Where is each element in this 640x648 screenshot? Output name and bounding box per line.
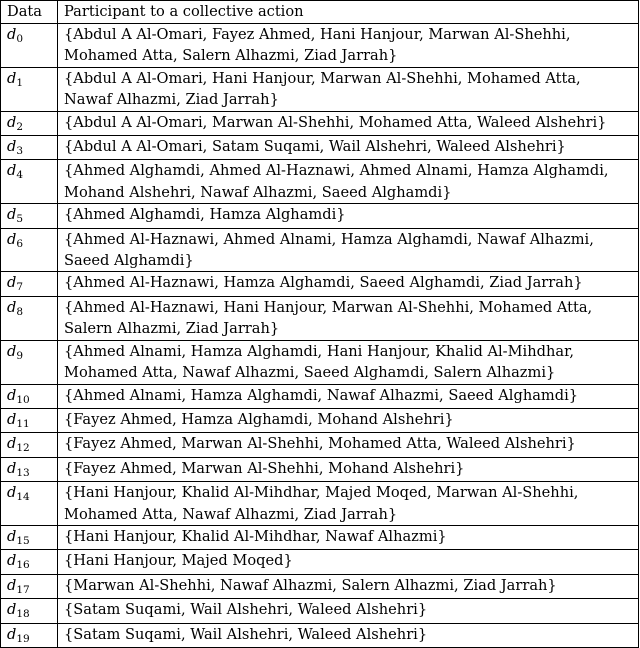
table-row xyxy=(1,433,639,457)
table-row xyxy=(1,599,639,623)
participants-cell: {Ahmed Al-Haznawi, Hani Hanjour, Marwan Al-Shehhi, Mohamed Atta, Salern Alhazmi, Ziad Jarrah} xyxy=(58,296,639,340)
participants-cell: {Marwan Al-Shehhi, Nawaf Alhazmi, Salern Alhazmi, Ziad Jarrah} xyxy=(58,574,639,598)
data-id-symbol: d xyxy=(7,527,17,545)
data-id-symbol: d xyxy=(7,274,17,292)
participants-cell: {Ahmed Alghamdi, Ahmed Al-Haznawi, Ahmed Alnami, Hamza Alghamdi, Mohand Alshehri, Nawaf Alhazmi, Saeed Alghamdi} xyxy=(58,160,639,204)
data-id-subscript: 17 xyxy=(16,583,30,596)
data-id-cell xyxy=(1,574,58,598)
participants-cell: {Abdul A Al-Omari, Marwan Al-Shehhi, Mohamed Atta, Waleed Alshehri} xyxy=(58,111,639,135)
header-row xyxy=(1,1,639,24)
data-id-symbol: d xyxy=(7,435,17,453)
participants-cell: {Satam Suqami, Wail Alshehri, Waleed Alshehri} xyxy=(58,599,639,623)
table-body xyxy=(1,24,639,648)
table-row xyxy=(1,408,639,432)
participants-cell: {Satam Suqami, Wail Alshehri, Waleed Alshehri} xyxy=(58,623,639,647)
table-row xyxy=(1,384,639,408)
data-id-cell xyxy=(1,228,58,272)
participants-cell: {Hani Hanjour, Majed Moqed} xyxy=(58,550,639,574)
data-id-subscript: 19 xyxy=(16,632,30,645)
data-id-symbol: d xyxy=(7,342,17,360)
data-id-subscript: 12 xyxy=(16,442,30,455)
header-data: Data xyxy=(1,1,58,24)
data-id-subscript: 5 xyxy=(16,213,24,226)
table-row xyxy=(1,204,639,228)
data-id-symbol: d xyxy=(7,69,17,87)
data-id-subscript: 13 xyxy=(16,466,30,479)
data-id-symbol: d xyxy=(7,230,17,248)
data-id-cell xyxy=(1,408,58,432)
data-id-cell xyxy=(1,204,58,228)
data-id-cell xyxy=(1,550,58,574)
data-id-subscript: 7 xyxy=(16,281,24,294)
data-id-symbol: d xyxy=(7,138,17,156)
participants-cell: {Hani Hanjour, Khalid Al-Mihdhar, Majed Moqed, Marwan Al-Shehhi, Mohamed Atta, Nawaf Alhazmi, Ziad Jarrah} xyxy=(58,482,639,526)
data-id-subscript: 6 xyxy=(16,237,24,250)
table-row xyxy=(1,457,639,481)
table-row xyxy=(1,296,639,340)
data-id-subscript: 14 xyxy=(16,491,30,504)
table-row xyxy=(1,67,639,111)
data-id-symbol: d xyxy=(7,601,17,619)
data-id-symbol: d xyxy=(7,459,17,477)
table-row xyxy=(1,340,639,384)
table-row xyxy=(1,272,639,296)
data-id-cell xyxy=(1,623,58,647)
participants-cell: {Fayez Ahmed, Hamza Alghamdi, Mohand Alshehri} xyxy=(58,408,639,432)
data-id-symbol: d xyxy=(7,298,17,316)
data-id-cell xyxy=(1,433,58,457)
data-id-subscript: 15 xyxy=(16,534,30,547)
data-id-cell xyxy=(1,136,58,160)
header-participants: Participant to a collective action xyxy=(58,1,639,24)
participants-cell: {Ahmed Alghamdi, Hamza Alghamdi} xyxy=(58,204,639,228)
data-id-subscript: 16 xyxy=(16,559,30,572)
data-id-cell xyxy=(1,160,58,204)
data-id-subscript: 4 xyxy=(16,169,24,182)
participants-cell: {Hani Hanjour, Khalid Al-Mihdhar, Nawaf Alhazmi} xyxy=(58,525,639,549)
table-row xyxy=(1,482,639,526)
data-id-subscript: 0 xyxy=(16,33,24,45)
participants-cell: {Ahmed Al-Haznawi, Ahmed Alnami, Hamza Alghamdi, Nawaf Alhazmi, Saeed Alghamdi} xyxy=(58,228,639,272)
participants-cell: {Abdul A Al-Omari, Satam Suqami, Wail Alshehri, Waleed Alshehri} xyxy=(58,136,639,160)
data-id-symbol: d xyxy=(7,576,17,594)
data-id-cell xyxy=(1,67,58,111)
data-id-subscript: 18 xyxy=(16,608,30,621)
data-id-subscript: 9 xyxy=(16,349,24,362)
table-row xyxy=(1,550,639,574)
data-id-subscript: 1 xyxy=(16,76,24,89)
table-row xyxy=(1,136,639,160)
data-id-subscript: 11 xyxy=(16,417,30,430)
table-row xyxy=(1,574,639,598)
participants-cell: {Ahmed Al-Haznawi, Hamza Alghamdi, Saeed Alghamdi, Ziad Jarrah} xyxy=(58,272,639,296)
data-id-cell xyxy=(1,296,58,340)
data-id-cell xyxy=(1,482,58,526)
data-id-symbol: d xyxy=(7,386,17,404)
table-header xyxy=(1,1,639,24)
table-row xyxy=(1,525,639,549)
data-id-symbol: d xyxy=(7,162,17,180)
data-id-symbol: d xyxy=(7,625,17,643)
table-row xyxy=(1,160,639,204)
participants-cell: {Fayez Ahmed, Marwan Al-Shehhi, Mohand Alshehri} xyxy=(58,457,639,481)
data-id-cell xyxy=(1,384,58,408)
table-row xyxy=(1,24,639,68)
data-id-cell xyxy=(1,525,58,549)
table-row xyxy=(1,111,639,135)
data-id-subscript: 8 xyxy=(16,305,24,318)
participants-cell: {Fayez Ahmed, Marwan Al-Shehhi, Mohamed Atta, Waleed Alshehri} xyxy=(58,433,639,457)
data-id-cell xyxy=(1,340,58,384)
data-id-symbol: d xyxy=(7,410,17,428)
data-id-subscript: 2 xyxy=(16,120,24,133)
data-id-subscript: 10 xyxy=(16,393,30,406)
participants-cell: {Ahmed Alnami, Hamza Alghamdi, Nawaf Alhazmi, Saeed Alghamdi} xyxy=(58,384,639,408)
data-id-cell xyxy=(1,457,58,481)
data-id-cell xyxy=(1,599,58,623)
data-id-subscript: 3 xyxy=(16,145,24,158)
data-id-cell xyxy=(1,24,58,68)
data-id-symbol: d xyxy=(7,484,17,502)
table-row xyxy=(1,623,639,647)
data-id-symbol: d xyxy=(7,552,17,570)
data-id-symbol: d xyxy=(7,113,17,131)
data-id-symbol: d xyxy=(7,206,17,224)
participants-cell: {Abdul A Al-Omari, Hani Hanjour, Marwan Al-Shehhi, Mohamed Atta, Nawaf Alhazmi, Ziad Jarrah} xyxy=(58,67,639,111)
data-id-cell xyxy=(1,272,58,296)
data-id-symbol: d xyxy=(7,26,17,43)
participants-cell: {Abdul A Al-Omari, Fayez Ahmed, Hani Hanjour, Marwan Al-Shehhi, Mohamed Atta, Salern Alhazmi, Ziad Jarrah} xyxy=(58,24,639,68)
data-id-cell xyxy=(1,111,58,135)
table-row xyxy=(1,228,639,272)
participants-cell: {Ahmed Alnami, Hamza Alghamdi, Hani Hanjour, Khalid Al-Mihdhar, Mohamed Atta, Nawaf Alhazmi, Saeed Alghamdi, Salern Alhazmi} xyxy=(58,340,639,384)
